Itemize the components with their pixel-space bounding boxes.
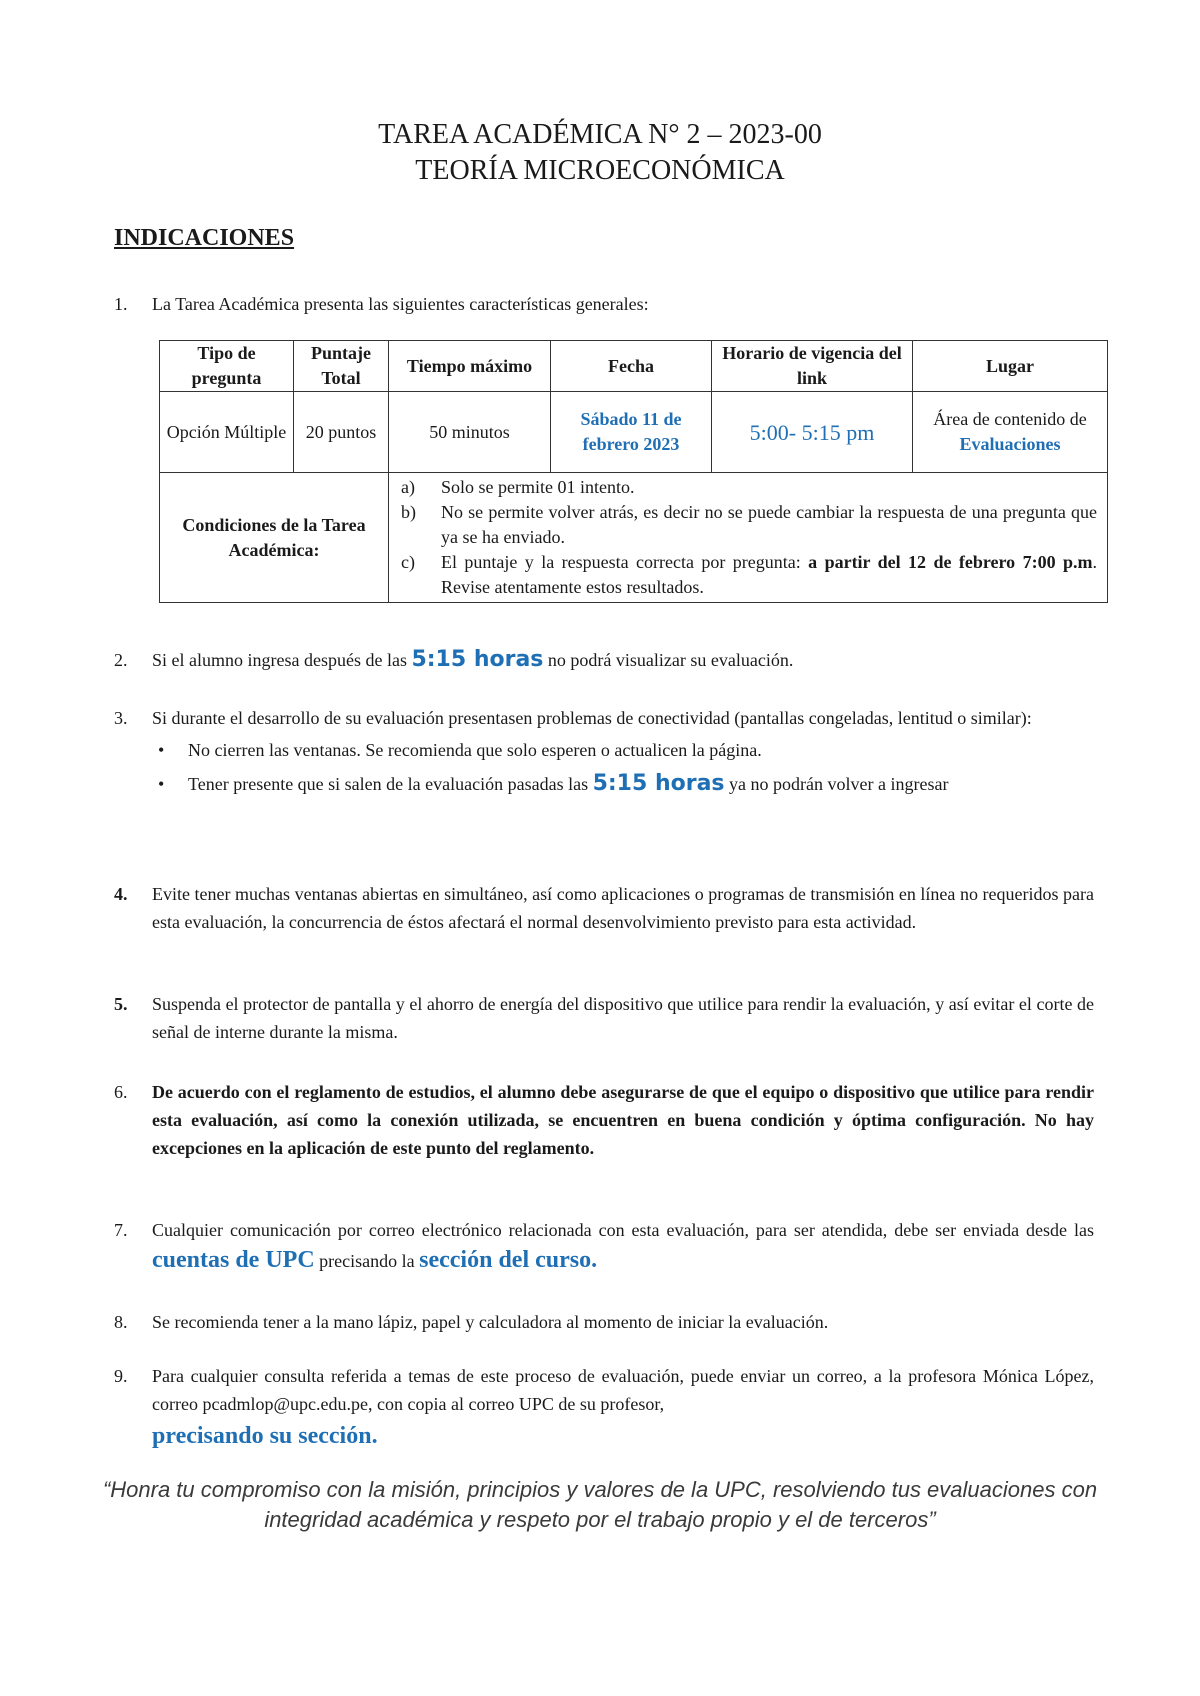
cell-lugar xyxy=(913,392,1108,473)
item-text: Suspenda el protector de pantalla y el ahorro de energía del dispositivo que utilice para rendir la evaluación, y así evitar el corte de señal de interne durante la misma. xyxy=(152,994,1094,1042)
item-number: 4. xyxy=(114,884,128,904)
item-text: Evite tener muchas ventanas abiertas en simultáneo, así como aplicaciones o programas de transmisión en línea no requeridos para esta evaluación, la concurrencia de éstos afectará el normal desenvolvimiento previsto para esta actividad. xyxy=(152,884,1094,932)
item-number: 5. xyxy=(114,994,128,1014)
condition-letter: a) xyxy=(401,477,415,497)
cell-fecha: Sábado 11 de febrero 2023 xyxy=(551,392,712,473)
condition-c xyxy=(399,550,1097,600)
list-item-8 xyxy=(114,1308,1094,1336)
cell-tipo: Opción Múltiple xyxy=(160,392,294,473)
bullet-icon: • xyxy=(158,740,165,760)
bullet-text-end: ya no podrán volver a ingresar xyxy=(729,774,949,794)
list-item-3 xyxy=(114,704,1094,804)
bullet-item-1 xyxy=(152,736,1094,764)
condition-text: El puntaje y la respuesta correcta por pregunta: xyxy=(441,552,801,572)
bullet-icon: • xyxy=(158,774,165,794)
evaluaciones-link: Evaluaciones xyxy=(959,434,1061,454)
lugar-text: Área de contenido de xyxy=(933,409,1087,429)
item-text: La Tarea Académica presenta las siguientes características generales: xyxy=(152,294,649,314)
list-item-6 xyxy=(114,1078,1094,1162)
characteristics-table xyxy=(159,340,1108,603)
item-text: Para cualquier consulta referida a temas de este proceso de evaluación, puede enviar un correo, a la profesora Mónica López, correo pcadmlop@upc.edu.pe, con copia al correo UPC de su profesor, xyxy=(152,1366,1094,1414)
header-puntaje: Puntaje Total xyxy=(294,341,389,392)
bullet-text: No cierren las ventanas. Se recomienda que solo esperen o actualicen la página. xyxy=(188,740,762,760)
condition-date-bold: a partir del 12 de febrero 7:00 p.m xyxy=(808,552,1093,572)
section-highlight: precisando su sección. xyxy=(152,1423,378,1449)
list-item-1 xyxy=(114,290,1094,318)
integrity-quote: “Honra tu compromiso con la misión, principios y valores de la UPC, resolviendo tus evaluaciones con integridad académica y respeto por el trabajo propio y el de terceros” xyxy=(102,1477,1098,1532)
time-highlight: 5:15 horas xyxy=(592,771,725,796)
item-text: Se recomienda tener a la mano lápiz, papel y calculadora al momento de iniciar la evaluación. xyxy=(152,1312,829,1332)
time-highlight: 5:15 horas xyxy=(411,647,544,672)
item-text: Cualquier comunicación por correo electrónico relacionada con esta evaluación, para ser atendida, debe ser enviada desde las xyxy=(152,1220,1094,1240)
item-text-end: no podrá visualizar su evaluación. xyxy=(547,650,794,670)
cell-tiempo: 50 minutos xyxy=(389,392,551,473)
conditions-row xyxy=(160,473,1108,603)
upc-accounts-highlight: cuentas de UPC xyxy=(152,1247,315,1273)
list-item-4 xyxy=(114,880,1094,936)
bullet-item-2 xyxy=(152,770,1094,798)
item-body xyxy=(152,646,1094,674)
condition-letter: c) xyxy=(401,552,415,572)
list-item-7 xyxy=(114,1215,1094,1276)
condition-text: Solo se permite 01 intento. xyxy=(441,477,635,497)
item-number: 3. xyxy=(114,708,128,728)
condition-text: No se permite volver atrás, es decir no se puede cambiar la respuesta de una pregunta que ya se ha enviado. xyxy=(441,502,1097,547)
header-fecha: Fecha xyxy=(551,341,712,392)
item-number: 2. xyxy=(114,650,128,670)
table-header-row xyxy=(160,341,1108,392)
cell-horario: 5:00- 5:15 pm xyxy=(712,392,913,473)
condition-b xyxy=(399,500,1097,550)
item-body xyxy=(152,1215,1094,1276)
list-item-2 xyxy=(114,646,1094,674)
bullet-text: Tener presente que si salen de la evaluación pasadas las xyxy=(188,774,589,794)
header-tipo: Tipo de pregunta xyxy=(160,341,294,392)
header-horario: Horario de vigencia del link xyxy=(712,341,913,392)
conditions-label: Condiciones de la Tarea Académica: xyxy=(160,473,389,603)
header-tiempo: Tiempo máximo xyxy=(389,341,551,392)
list-item-5 xyxy=(114,990,1094,1046)
document-title-line1: TAREA ACADÉMICA N° 2 – 2023-00 xyxy=(378,119,822,150)
condition-letter: b) xyxy=(401,502,416,522)
bullet-list xyxy=(152,736,1094,798)
item-number: 8. xyxy=(114,1312,128,1332)
conditions-list xyxy=(389,473,1108,603)
item-text-mid: precisando la xyxy=(319,1251,415,1271)
item-number: 1. xyxy=(114,294,128,314)
item-text: De acuerdo con el reglamento de estudios, el alumno debe asegurarse de que el equipo o dispositivo que utilice para rendir esta evaluación, así como la conexión utilizada, se encuentren en buena condición y óptima configuración. No hay excepciones en la aplicación de este punto del reglamento. xyxy=(152,1082,1094,1158)
list-item-9 xyxy=(114,1362,1094,1450)
header-lugar: Lugar xyxy=(913,341,1108,392)
document-title-line2: TEORÍA MICROECONÓMICA xyxy=(415,155,785,186)
item-body xyxy=(152,1362,1094,1450)
item-number: 6. xyxy=(114,1082,128,1102)
item-text: Si durante el desarrollo de su evaluación presentasen problemas de conectividad (pantallas congeladas, lentitud o similar): xyxy=(152,708,1032,728)
section-heading: INDICACIONES xyxy=(114,225,295,251)
course-section-highlight: sección del curso. xyxy=(419,1247,598,1273)
condition-a xyxy=(399,475,1097,500)
item-number: 9. xyxy=(114,1366,128,1386)
item-text: Si el alumno ingresa después de las xyxy=(152,650,407,670)
condition-text-end: . Revise atentamente estos resultados. xyxy=(441,552,1097,597)
table-row xyxy=(160,392,1108,473)
cell-puntaje: 20 puntos xyxy=(294,392,389,473)
item-number: 7. xyxy=(114,1220,128,1240)
